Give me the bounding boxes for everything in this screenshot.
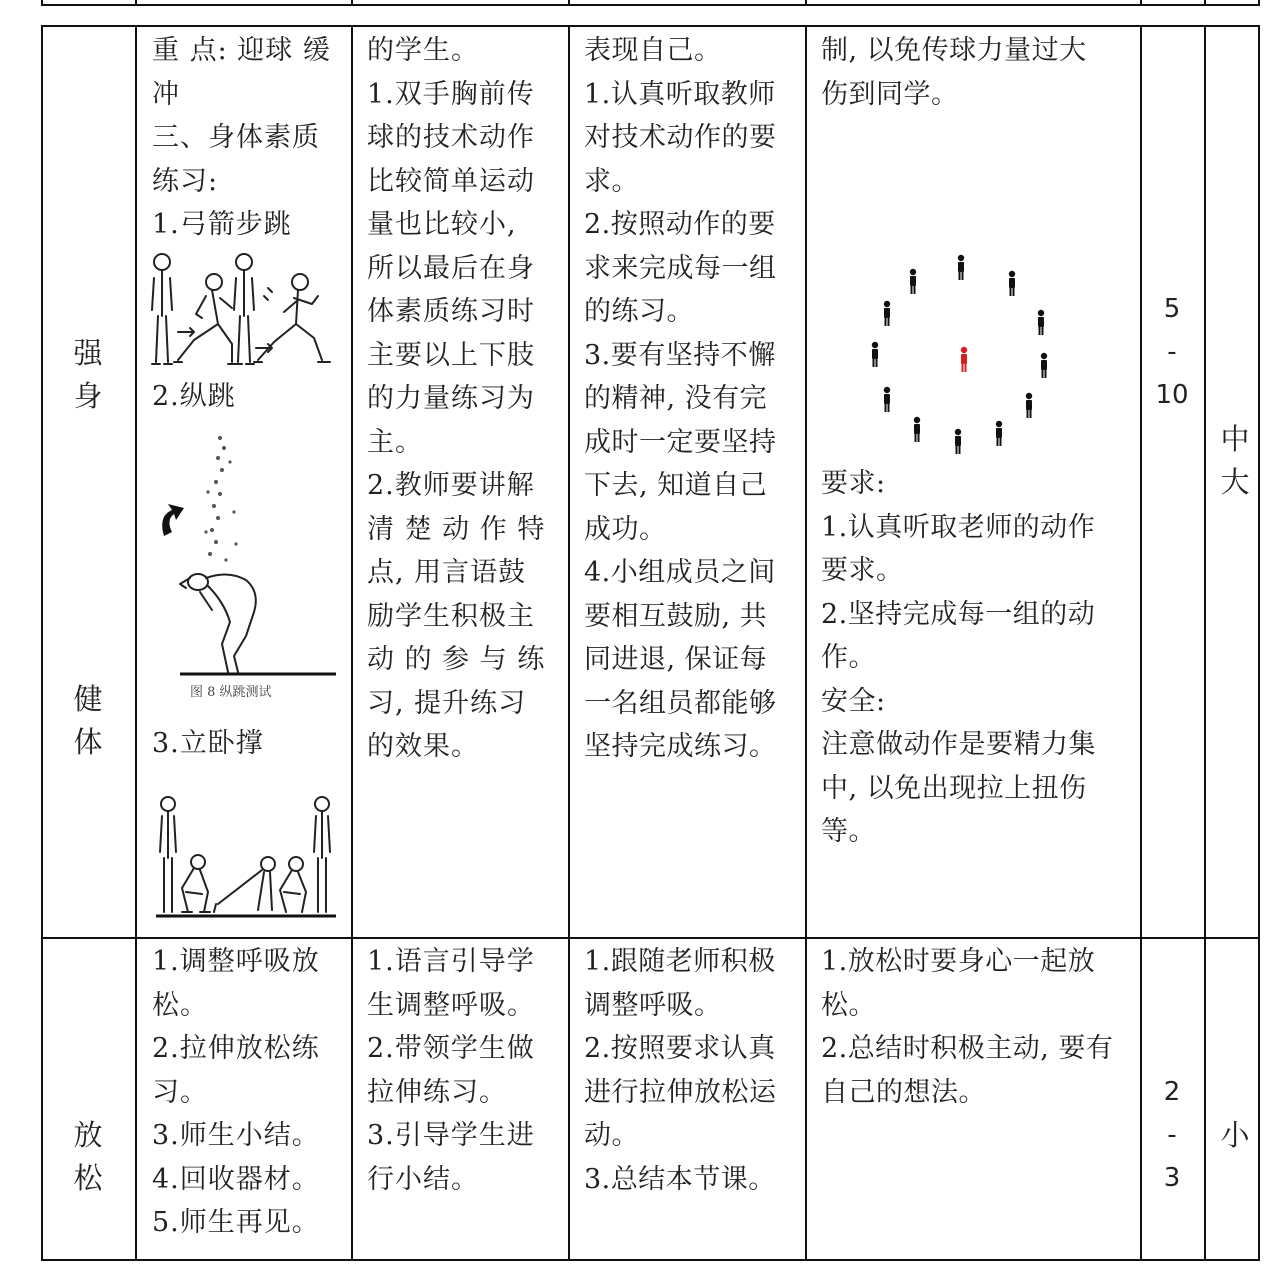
time-value: 5 bbox=[1163, 294, 1181, 324]
student-line: 求。 bbox=[584, 165, 639, 197]
student-line: 坚持完成练习。 bbox=[584, 731, 777, 762]
student-line: 动。 bbox=[584, 1120, 639, 1151]
teacher-line: 的效果。 bbox=[367, 731, 479, 762]
content-line: 练习: bbox=[152, 165, 219, 197]
time-value: 10 bbox=[1155, 380, 1189, 410]
content-line: 2.纵跳 bbox=[152, 381, 236, 412]
organize-line: 伤到同学。 bbox=[821, 78, 959, 110]
organize-line: 2.总结时积极主动, 要有 bbox=[821, 1033, 1114, 1064]
stage-label-strong-body bbox=[43, 332, 133, 418]
organize-line: 安全: bbox=[821, 685, 886, 717]
teacher-line: 所以最后在身 bbox=[367, 252, 535, 284]
teacher-line: 3.引导学生进 bbox=[367, 1120, 535, 1151]
organize-line: 2.坚持完成每一组的动 bbox=[821, 598, 1096, 630]
content-line: 1.调整呼吸放 bbox=[152, 946, 320, 977]
content-line: 松。 bbox=[152, 989, 208, 1021]
teacher-line: 主要以上下肢 bbox=[367, 339, 535, 371]
organize-line: 要求: bbox=[821, 468, 886, 499]
content-item-vertical-jump bbox=[152, 375, 347, 419]
stage-char: 健 bbox=[73, 682, 103, 716]
teacher-line: 2.带领学生做 bbox=[367, 1033, 535, 1064]
content-line: 三、身体素质 bbox=[152, 122, 320, 153]
circle-formation-diagram bbox=[860, 245, 1060, 455]
intensity-char: 大 bbox=[1220, 465, 1250, 499]
stage-char: 放 bbox=[73, 1118, 103, 1152]
content-line: 5.师生再见。 bbox=[152, 1207, 320, 1238]
time-value: - bbox=[1167, 1120, 1177, 1150]
student-cell-section2 bbox=[584, 940, 802, 1201]
content-line: 冲 bbox=[152, 78, 180, 110]
student-line: 进行拉伸放松运 bbox=[584, 1076, 777, 1108]
teacher-line: 体素质练习时 bbox=[367, 296, 535, 327]
stage-char: 身 bbox=[73, 379, 103, 413]
vertical-jump-caption: 图 8 纵跳测试 bbox=[190, 685, 272, 700]
student-line: 的练习。 bbox=[584, 296, 694, 327]
teacher-line: 的学生。 bbox=[367, 35, 479, 66]
teacher-line: 习, 提升练习 bbox=[367, 687, 527, 719]
stage-char: 体 bbox=[73, 725, 103, 759]
teacher-line: 1.语言引导学 bbox=[367, 946, 535, 977]
teacher-line: 点, 用言语鼓 bbox=[367, 557, 527, 588]
student-line: 成时一定要坚持 bbox=[584, 426, 777, 458]
content-line: 重 点: 迎球 缓 bbox=[152, 35, 331, 66]
teacher-line: 拉伸练习。 bbox=[367, 1076, 507, 1108]
teacher-cell-section2 bbox=[367, 940, 565, 1201]
student-line: 要相互鼓励, 共 bbox=[584, 600, 768, 632]
teacher-line: 2.教师要讲解 bbox=[367, 470, 535, 501]
organize-line: 作。 bbox=[821, 642, 876, 673]
teacher-line: 球的技术动作 bbox=[367, 122, 535, 153]
teacher-line: 励学生积极主 bbox=[367, 600, 535, 632]
student-line: 4.小组成员之间 bbox=[584, 557, 776, 588]
lunge-jump-illustration bbox=[148, 248, 340, 370]
content-cell-section1 bbox=[152, 29, 347, 247]
student-line: 3.总结本节课。 bbox=[584, 1163, 776, 1195]
intensity-section1 bbox=[1190, 418, 1279, 504]
time-value: - bbox=[1167, 337, 1177, 367]
student-line: 1.认真听取教师 bbox=[584, 78, 776, 110]
teacher-line: 量也比较小, bbox=[367, 209, 517, 240]
teacher-line: 清 楚 动 作 特 bbox=[367, 513, 546, 545]
student-line: 求来完成每一组 bbox=[584, 252, 777, 284]
content-line: 2.拉伸放松练 bbox=[152, 1033, 320, 1064]
time-section1 bbox=[1142, 288, 1202, 417]
stage-char: 强 bbox=[73, 336, 103, 370]
organize-line: 自己的想法。 bbox=[821, 1076, 986, 1108]
student-line: 2.按照动作的要 bbox=[584, 209, 776, 240]
content-line: 3.师生小结。 bbox=[152, 1120, 320, 1151]
organize-cell-section1-bottom bbox=[821, 462, 1137, 854]
teacher-line: 生调整呼吸。 bbox=[367, 989, 535, 1021]
content-item-burpee bbox=[152, 722, 347, 766]
time-value: 3 bbox=[1163, 1163, 1181, 1193]
stage-label-relax bbox=[43, 1114, 133, 1200]
stage-char: 松 bbox=[73, 1161, 103, 1195]
teacher-line: 1.双手胸前传 bbox=[367, 78, 535, 110]
student-line: 下去, 知道自己 bbox=[584, 470, 768, 501]
teacher-line: 的力量练习为 bbox=[367, 383, 535, 414]
teacher-cell-section1 bbox=[367, 29, 565, 769]
teacher-line: 比较简单运动 bbox=[367, 165, 535, 197]
student-cell-section1 bbox=[584, 29, 802, 769]
organize-cell-section1-top bbox=[821, 29, 1137, 116]
student-line: 对技术动作的要 bbox=[584, 122, 777, 153]
intensity-char: 小 bbox=[1220, 1118, 1250, 1152]
organize-line: 中, 以免出现拉上扭伤 bbox=[821, 772, 1087, 804]
student-line: 2.按照要求认真 bbox=[584, 1033, 776, 1064]
student-line: 3.要有坚持不懈 bbox=[584, 339, 776, 371]
time-value: 2 bbox=[1163, 1077, 1181, 1107]
student-line: 表现自己。 bbox=[584, 35, 722, 66]
intensity-section2 bbox=[1190, 1114, 1279, 1157]
content-line: 3.立卧撑 bbox=[152, 728, 264, 759]
teacher-line: 主。 bbox=[367, 426, 423, 458]
content-line: 4.回收器材。 bbox=[152, 1163, 320, 1195]
organize-line: 要求。 bbox=[821, 555, 904, 586]
organize-line: 注意做动作是要精力集 bbox=[821, 729, 1096, 760]
teacher-line: 动 的 参 与 练 bbox=[367, 644, 546, 675]
organize-line: 等。 bbox=[821, 816, 876, 847]
organize-line: 松。 bbox=[821, 989, 876, 1021]
vertical-jump-illustration bbox=[150, 432, 350, 702]
student-line: 调整呼吸。 bbox=[584, 989, 722, 1021]
student-line: 一名组员都能够 bbox=[584, 687, 777, 719]
intensity-char: 中 bbox=[1220, 422, 1250, 456]
content-line: 习。 bbox=[152, 1076, 208, 1108]
organize-line: 制, 以免传球力量过大 bbox=[821, 35, 1087, 66]
student-line: 的精神, 没有完 bbox=[584, 383, 768, 414]
stage-label-healthy-body bbox=[43, 678, 133, 764]
teacher-line: 行小结。 bbox=[367, 1163, 479, 1195]
center-player-icon bbox=[961, 347, 967, 372]
content-line: 1.弓箭步跳 bbox=[152, 209, 292, 240]
organize-cell-section2 bbox=[821, 940, 1137, 1114]
burpee-illustration bbox=[150, 792, 342, 924]
student-line: 1.跟随老师积极 bbox=[584, 946, 776, 977]
student-line: 同进退, 保证每 bbox=[584, 644, 768, 675]
organize-line: 1.放松时要身心一起放 bbox=[821, 946, 1096, 977]
student-line: 成功。 bbox=[584, 513, 667, 545]
content-cell-section2 bbox=[152, 940, 347, 1245]
organize-line: 1.认真听取老师的动作 bbox=[821, 511, 1096, 543]
